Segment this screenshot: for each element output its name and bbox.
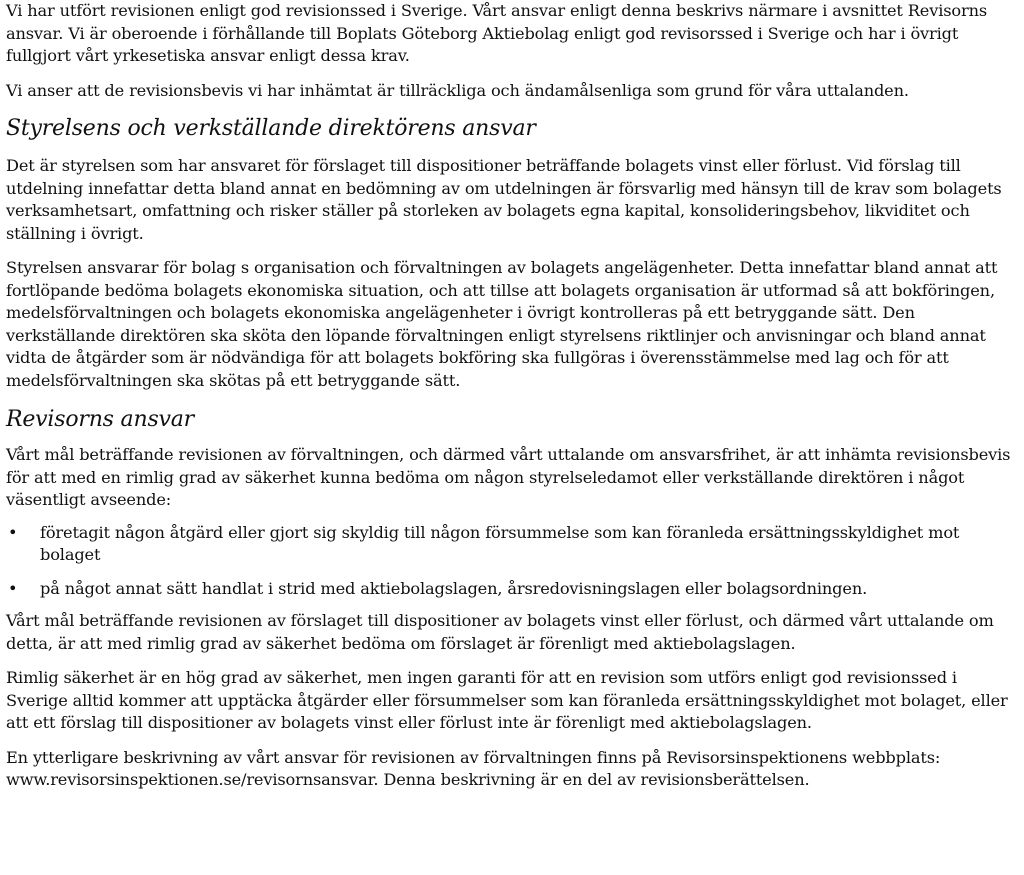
- list-item: [6, 578, 1020, 601]
- bullet-icon: •: [8, 522, 18, 542]
- reasonable-assurance-paragraph: Rimlig säkerhet är en hög grad av säkerhet, men ingen garanti för att en revision som utförs enligt god revisionssed i Sverige alltid kommer att upptäcka åtgärder eller försummelser som kan föranleda ersättningsskyldighet mot bolaget, eller att ett förslag till dispositioner av bolagets vinst eller förlust inte är förenligt med aktiebolagslagen.: [6, 668, 1008, 732]
- list-item: [6, 522, 1020, 567]
- auditor-lead-paragraph: Vårt mål beträffande revisionen av förvaltningen, och därmed vårt uttalande om ansvarsfrihet, är att inhämta revisionsbevis för att med en rimlig grad av säkerhet kunna bedöma om någon styrelseledamot eller verkställande direktören i något väsentligt avseende:: [6, 445, 1011, 509]
- list-item-text: på något annat sätt handlat i strid med aktiebolagslagen, årsredovisningslagen eller bolagsordningen.: [40, 578, 868, 598]
- auditor-responsibility-heading: Revisorns ansvar: [6, 407, 194, 432]
- list-item-text: företagit någon åtgärd eller gjort sig skyldig till någon försummelse som kan föranleda ersättningsskyldighet mot bolaget: [40, 522, 960, 564]
- further-description-paragraph: En ytterligare beskrivning av vårt ansvar för revisionen av förvaltningen finns på Revisorsinspektionens webbplats: www.revisorsinspektionen.se/revisornsansvar. Denna beskrivning är en del av revisionsberättelsen.: [6, 747, 941, 789]
- intro-paragraph-evidence: Vi anser att de revisionsbevis vi har inhämtat är tillräckliga och ändamålsenliga som grund för våra uttalanden.: [6, 80, 909, 100]
- auditor-dispositions-paragraph: Vårt mål beträffande revisionen av förslaget till dispositioner av bolagets vinst eller förlust, och därmed vårt uttalande om detta, är att med rimlig grad av säkerhet bedöma om förslaget är förenligt med aktiebolagslagen.: [6, 611, 994, 653]
- bullet-icon: •: [8, 578, 18, 598]
- board-organisation-paragraph: Styrelsen ansvarar för bolag s organisation och förvaltningen av bolagets angelägenheter. Detta innefattar bland annat att fortlöpande bedöma bolagets ekonomiska situation, och att tillse att bolagets organisation är utformad så att bokföringen, medelsförvaltningen och bolagets ekonomiska angelägenheter i övrigt kontrolleras på ett betryggande sätt. Den verkställande direktören ska sköta den löpande förvaltningen enligt styrelsens riktlinjer och anvisningar och bland annat vidta de åtgärder som är nödvändiga för att bolagets bokföring ska fullgöras i överensstämmelse med lag och för att medelsförvaltningen ska skötas på ett betryggande sätt.: [6, 258, 998, 390]
- document-page: [6, 0, 1020, 792]
- intro-paragraph-independence: Vi har utfört revisionen enligt god revisionssed i Sverige. Vårt ansvar enligt denna beskrivs närmare i avsnittet Revisorns ansvar. Vi är oberoende i förhållande till Boplats Göteborg Aktiebolag enligt god revisorssed i Sverige och har i övrigt fullgjort vårt yrkesetiska ansvar enligt dessa krav.: [6, 1, 988, 65]
- board-responsibility-heading: Styrelsens och verkställande direktörens ansvar: [6, 116, 536, 141]
- auditor-criteria-list: [6, 522, 1020, 601]
- board-dispositions-paragraph: Det är styrelsen som har ansvaret för förslaget till dispositioner beträffande bolagets vinst eller förlust. Vid förslag till utdelning innefattar detta bland annat en bedömning av om utdelningen är försvarlig med hänsyn till de krav som bolagets verksamhetsart, omfattning och risker ställer på storleken av bolagets egna kapital, konsolideringsbehov, likviditet och ställning i övrigt.: [6, 156, 1002, 243]
